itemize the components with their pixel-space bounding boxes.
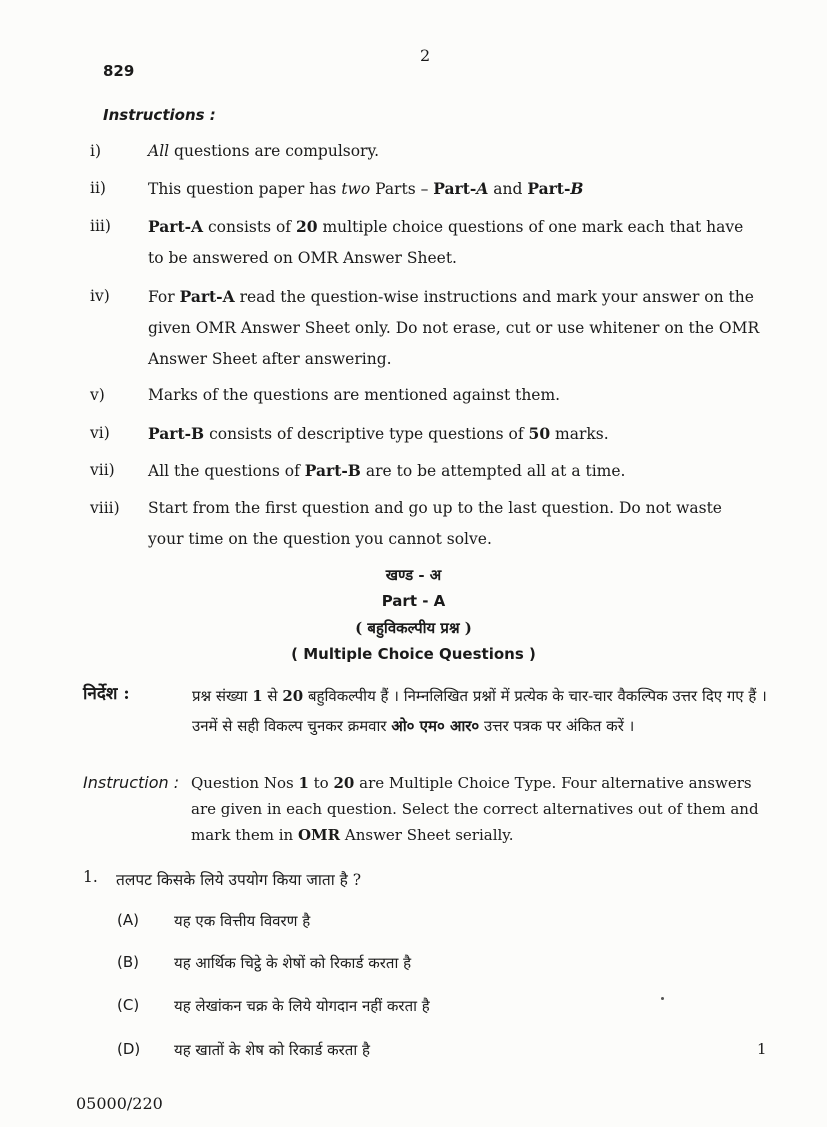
section-hindi-subtitle: ( बहुविकल्पीय प्रश्न ) [355,619,472,637]
instruction-number: ii) [90,179,106,197]
instruction-text: Start from the first question and go up to the last question. Do not waste your time on the question you cannot solve. [148,499,722,548]
instruction-number: vii) [90,461,115,479]
option-label: (C) [117,996,140,1014]
instruction-text: For Part-A read the question-wise instructions and mark your answer on the given OMR Answer Sheet only. Do not erase, cut or use whitener on the OMR Answer Sheet after answering. [148,287,760,368]
option-text: यह खातों के शेष को रिकार्ड करता है [174,1041,370,1059]
instruction-number: i) [90,142,102,160]
instruction-number: vi) [90,424,110,442]
instruction-text: All questions are compulsory. [148,142,380,160]
option-label: (B) [117,953,139,971]
directions-text: Question Nos 1 to 20 are Multiple Choice Type. Four alternative answers are given in each question. Select the correct alternatives out of them and mark them in OMR Answer Sheet serially. [191,774,759,844]
question-text: तलपट किसके लिये उपयोग किया जाता है ? [116,871,362,889]
paper-code: 829 [103,62,135,80]
instruction-text: This question paper has two Parts – Part-A and Part-B [148,179,584,198]
instruction-text: Part-B consists of descriptive type questions of 50 marks. [148,424,609,443]
question-marks: 1 [757,1040,767,1058]
instruction-text: Part-A consists of 20 multiple choice questions of one mark each that have to be answered on OMR Answer Sheet. [148,217,744,267]
instruction-text: All the questions of Part-B are to be attempted all at a time. [148,461,626,480]
instruction-number: iv) [90,287,110,305]
section-title: Part - A [381,592,446,610]
directions-label: Instruction : [83,773,180,792]
option-label: (A) [117,911,139,929]
question-number: 1. [83,868,98,886]
section-hindi-title: खण्ड - अ [385,566,442,584]
option-text: यह एक वित्तीय विवरण है [174,912,311,930]
instruction-number: viii) [90,499,120,517]
scan-speck [661,997,664,1000]
section-subtitle: ( Multiple Choice Questions ) [291,645,536,663]
directions-hindi-text: प्रश्न संख्या 1 से 20 बहुविकल्पीय हैं । निम्नलिखित प्रश्नों में प्रत्येक के चार-चार वैकल्पिक उत्तर दिए गए हैं । उनमें से सही विकल्प चुनकर क्रमवार ओ० एम० आर० उत्तर पत्रक पर अंकित करें । [192,687,767,735]
page-number: 2 [420,46,431,65]
option-label: (D) [117,1040,141,1058]
option-text: यह लेखांकन चक्र के लिये योगदान नहीं करता है [174,997,430,1015]
footer-code: 05000/220 [76,1094,163,1113]
directions-hindi-label: निर्देश : [83,684,130,704]
instruction-number: iii) [90,217,111,235]
option-text: यह आर्थिक चिट्ठे के शेषों को रिकार्ड करता है [174,954,412,972]
instructions-heading: Instructions : [103,106,216,124]
instruction-text: Marks of the questions are mentioned against them. [148,386,561,404]
instruction-number: v) [90,386,105,404]
